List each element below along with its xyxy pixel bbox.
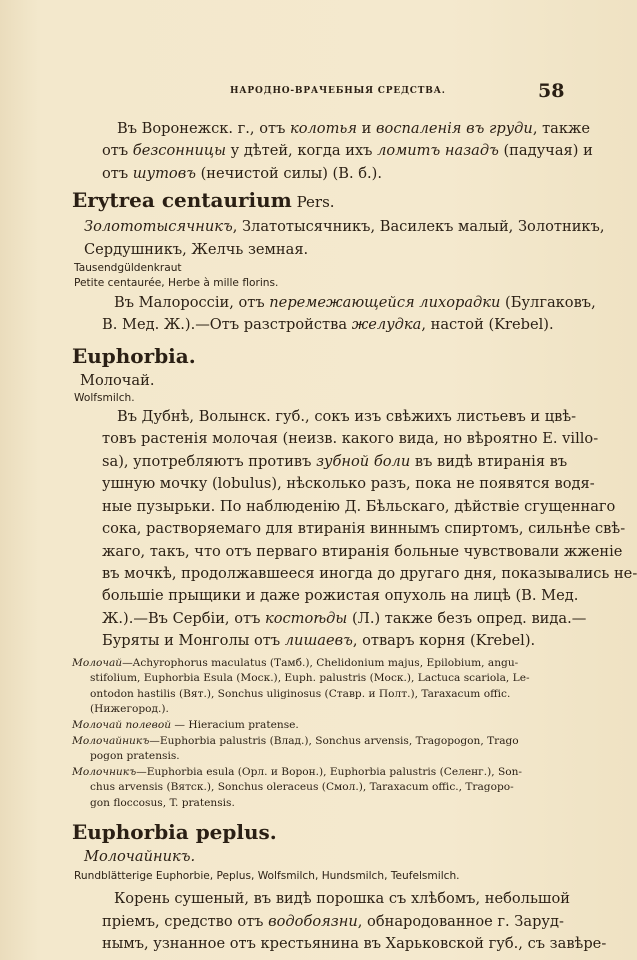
text-line: пріемъ, средство отъ водобоязни, обнародованное г. Заруд- (102, 912, 564, 930)
german-name: Tausendgüldenkraut (74, 262, 182, 275)
page-body (72, 118, 637, 956)
footnote-line: chus arvensis (Вятск.), Sonchus oleraceus (Смол.), Taraxacum offic., Tragopo- (90, 781, 514, 794)
text-line: сока, растворяемаго для втиранія виннымъ спиртомъ, сильнѣе свѣ- (102, 520, 626, 538)
footnote-line: stifolium, Euphorbia Esula (Моск.), Euph. palustris (Моск.), Lactuca scariola, Le- (90, 672, 530, 685)
russian-name: Молочай. (80, 371, 155, 389)
entry-heading: Euphorbia peplus. (72, 820, 277, 845)
text-line: нымъ, узнанное отъ крестьянина въ Харьковской губ., съ завѣре- (102, 935, 607, 953)
text-line: Въ Малороссіи, отъ перемежающейся лихорадки (Булгаковъ, (114, 293, 596, 311)
text-line: Буряты и Монголы отъ лишаевъ, отваръ корня (Krebel). (102, 632, 536, 650)
text-line: ушную мочку (lobulus), нѣсколько разъ, пока не появятся водя- (102, 475, 595, 493)
footnote-line: ontodon hastilis (Вят.), Sonchus uliginosus (Ставр. и Полт.), Taraxacum offic. (90, 687, 511, 700)
footnote-line: Молочайникъ—Euphorbia palustris (Влад.), Sonchus arvensis, Tragopogon, Trago (72, 734, 519, 747)
text-line: sa), употребляютъ противъ зубной боли въ видѣ втиранія въ (102, 452, 568, 470)
russian-names: Сердушникъ, Желчь земная. (84, 240, 309, 258)
german-name: Wolfsmilch. (74, 391, 135, 404)
page-number: 58 (538, 80, 565, 102)
russian-names: Золототысячникъ, Златотысячникъ, Василекъ малый, Золотникъ, (84, 218, 605, 236)
text-line: В. Мед. Ж.).—Отъ разстройства желудка, настой (Krebel). (102, 316, 554, 334)
footnote-line: (Нижегород.). (90, 703, 169, 716)
footnote-line: Молочай полевой — Hieracium pratense. (72, 718, 299, 731)
text-line: въ мочкѣ, продолжавшееся иногда до другаго дня, показывались не- (102, 564, 637, 582)
text-line: Въ Дубнѣ, Волынск. губ., сокъ изъ свѣжихъ листьевъ и цвѣ- (117, 408, 577, 426)
text-line: ные пузырьки. По наблюденію Д. Бѣльскаго, дѣйствіе сгущеннаго (102, 497, 616, 515)
french-name: Petite centaurée, Herbe à mille florins. (74, 277, 279, 290)
russian-name: Молочайникъ. (84, 848, 196, 866)
text-line: Корень сушеный, въ видѣ порошка съ хлѣбомъ, небольшой (114, 890, 570, 908)
running-head: НАРОДНО-ВРАЧЕБНЫЯ СРЕДСТВА. (230, 86, 446, 96)
text-line: товъ растенія молочая (неизв. какого вида, но вѣроятно E. villo- (102, 430, 599, 448)
german-name: Rundblätterige Euphorbie, Peplus, Wolfsmilch, Hundsmilch, Teufelsmilch. (74, 869, 460, 882)
text-line: Въ Воронежск. г., отъ колотья и воспаленія въ груди, также (117, 120, 591, 137)
entry-heading: Euphorbia. (72, 343, 196, 368)
footnote-line: gon floccosus, T. pratensis. (90, 796, 235, 809)
text-line: большіе прыщики и даже рожистая опухоль на лицѣ (В. Мед. (102, 587, 579, 605)
text-line: жаго, такъ, что отъ перваго втиранія больные чувствовали жженіе (102, 542, 623, 560)
text-line: Ж.).—Въ Сербіи, отъ костоѣды (Л.) также безъ опред. вида.— (102, 609, 587, 627)
page-header (0, 82, 637, 104)
footnotes (72, 656, 556, 812)
text-line: отъ безсонницы у дѣтей, когда ихъ ломитъ назадъ (падучая) и (102, 142, 593, 160)
footnote-line: pogon pratensis. (90, 750, 180, 763)
entry-heading: Erytrea centaurium Pers. (72, 188, 335, 213)
euphorbia-paragraph (72, 406, 637, 652)
footnote-line: Молочай—Achyrophorus maculatus (Тамб.), Chelidonium majus, Epilobium, angu- (72, 656, 519, 669)
text-line: отъ шутовъ (нечистой силы) (В. б.). (102, 164, 382, 182)
footnote-line: Молочникъ—Euphorbia esula (Орл. и Ворон.), Euphorbia palustris (Селенг.), Son- (72, 765, 523, 778)
